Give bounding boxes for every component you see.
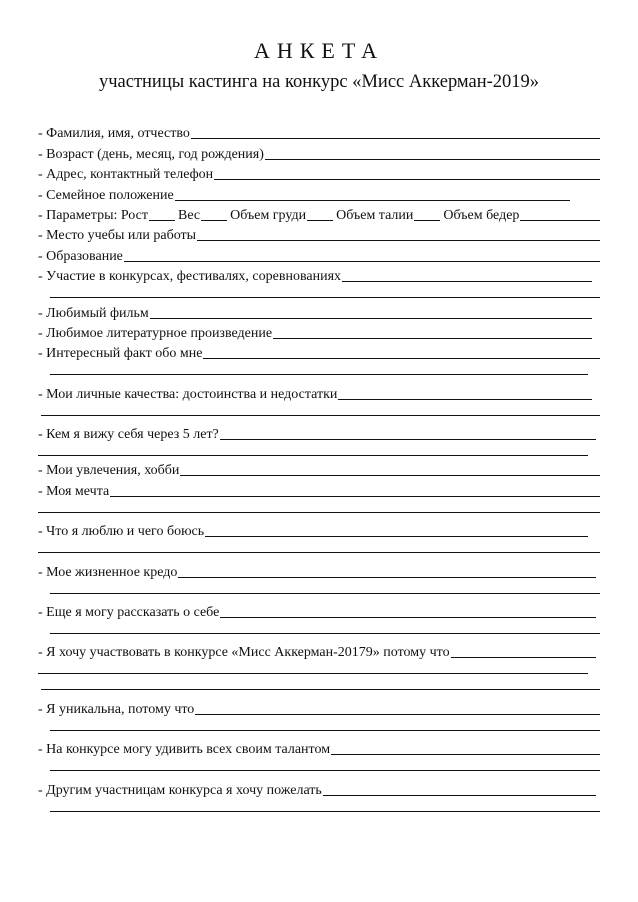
field-contests (38, 265, 592, 285)
page-title: АНКЕТА (253, 38, 385, 63)
field-label: - Другим участницам конкурса я хочу пожелать (38, 782, 322, 798)
field-label: - Я хочу участвовать в конкурсе «Мисс Аккерман-20179» потому что (38, 645, 450, 661)
answer-line[interactable] (175, 200, 570, 201)
blank-line (38, 661, 588, 677)
chest-line[interactable] (307, 220, 333, 221)
answer-line[interactable] (150, 318, 592, 319)
answer-line[interactable] (50, 297, 600, 298)
page-subtitle: участницы кастинга на конкурс «Мисс Аккерман-2019» (98, 72, 540, 92)
blank-line (38, 758, 600, 774)
field-label: - Образование (38, 248, 123, 264)
answer-line[interactable] (338, 399, 592, 400)
blank-line (38, 677, 600, 693)
answer-line[interactable] (124, 261, 600, 262)
field-hobbies (38, 459, 600, 479)
field-label: - Я уникальна, потому что (38, 701, 195, 717)
field-label: - Мои личные качества: достоинства и недостатки (38, 386, 338, 402)
field-five-years (38, 423, 596, 443)
height-label: Рост (120, 207, 148, 223)
answer-line[interactable] (180, 475, 600, 476)
field-label: - Любимое литературное произведение (38, 325, 273, 341)
answer-line[interactable] (41, 415, 600, 416)
answer-line[interactable] (265, 159, 600, 160)
answer-line[interactable] (50, 730, 600, 731)
hips-label: Объем бедер (443, 207, 520, 223)
blank-line (38, 581, 600, 597)
field-study-work (38, 224, 600, 244)
blank-line (38, 362, 588, 378)
field-why-participate (38, 641, 596, 661)
field-label: - Адрес, контактный телефон (38, 167, 214, 183)
field-label: - Мои увлечения, хобби (38, 463, 180, 479)
answer-line[interactable] (197, 240, 600, 241)
field-tell-more (38, 601, 596, 621)
blank-line (38, 799, 600, 815)
field-personal-qualities (38, 382, 592, 402)
field-wish (38, 778, 596, 798)
blank-line (38, 718, 600, 734)
waist-line[interactable] (414, 220, 440, 221)
answer-line[interactable] (38, 512, 600, 513)
field-dream (38, 479, 600, 499)
field-address (38, 163, 600, 183)
answer-line[interactable] (50, 374, 588, 375)
blank-line (38, 443, 588, 459)
field-label: - Возраст (день, месяц, год рождения) (38, 146, 264, 162)
answer-line[interactable] (50, 770, 600, 771)
answer-line[interactable] (191, 138, 600, 139)
answer-line[interactable] (342, 281, 592, 282)
answer-line[interactable] (220, 439, 596, 440)
weight-line[interactable] (201, 220, 227, 221)
field-label: - Интересный факт обо мне (38, 346, 203, 362)
answer-line[interactable] (205, 536, 588, 537)
field-label: - Мое жизненное кредо (38, 564, 178, 580)
field-label: - Участие в конкурсах, фестивалях, соревнованиях (38, 269, 342, 285)
blank-line (38, 285, 600, 301)
field-marital-status (38, 183, 570, 203)
blank-line (38, 621, 600, 637)
waist-label: Объем талии (336, 207, 414, 223)
field-unique (38, 697, 600, 717)
field-full-name (38, 122, 600, 142)
answer-line[interactable] (203, 358, 600, 359)
answer-line[interactable] (220, 617, 596, 618)
field-label: - На конкурсе могу удивить всех своим талантом (38, 742, 331, 758)
blank-line (38, 403, 600, 419)
answer-line[interactable] (38, 673, 588, 674)
field-talent (38, 738, 600, 758)
hips-line[interactable] (520, 220, 600, 221)
field-label: - Фамилия, имя, отчество (38, 126, 190, 142)
field-life-credo (38, 560, 596, 580)
field-label: - Еще я могу рассказать о себе (38, 605, 220, 621)
answer-line[interactable] (451, 657, 596, 658)
field-label: - Кем я вижу себя через 5 лет? (38, 427, 219, 443)
answer-line[interactable] (195, 714, 600, 715)
field-education (38, 244, 600, 264)
field-parameters (38, 204, 600, 224)
field-label: - Любимый фильм (38, 305, 149, 321)
field-label: - Семейное положение (38, 187, 174, 203)
answer-line[interactable] (41, 689, 600, 690)
field-label: - Моя мечта (38, 483, 110, 499)
answer-line[interactable] (50, 593, 600, 594)
field-label: - Параметры: (38, 207, 118, 223)
blank-line (38, 500, 600, 516)
field-love-fear (38, 520, 588, 540)
chest-label: Объем груди (230, 207, 307, 223)
answer-line[interactable] (331, 754, 600, 755)
field-label: - Что я люблю и чего боюсь (38, 524, 205, 540)
answer-line[interactable] (38, 552, 600, 553)
answer-line[interactable] (214, 179, 600, 180)
answer-line[interactable] (50, 633, 600, 634)
answer-line[interactable] (323, 795, 596, 796)
field-label: - Место учебы или работы (38, 228, 197, 244)
height-line[interactable] (149, 220, 175, 221)
field-interesting-fact (38, 342, 600, 362)
blank-line (38, 540, 600, 556)
field-favorite-book (38, 322, 592, 342)
answer-line[interactable] (50, 811, 600, 812)
field-age (38, 142, 600, 162)
answer-line[interactable] (110, 496, 600, 497)
answer-line[interactable] (38, 455, 588, 456)
field-favorite-film (38, 301, 592, 321)
answer-line[interactable] (178, 577, 596, 578)
answer-line[interactable] (273, 338, 592, 339)
weight-label: Вес (177, 207, 201, 223)
questionnaire-form (38, 122, 600, 815)
